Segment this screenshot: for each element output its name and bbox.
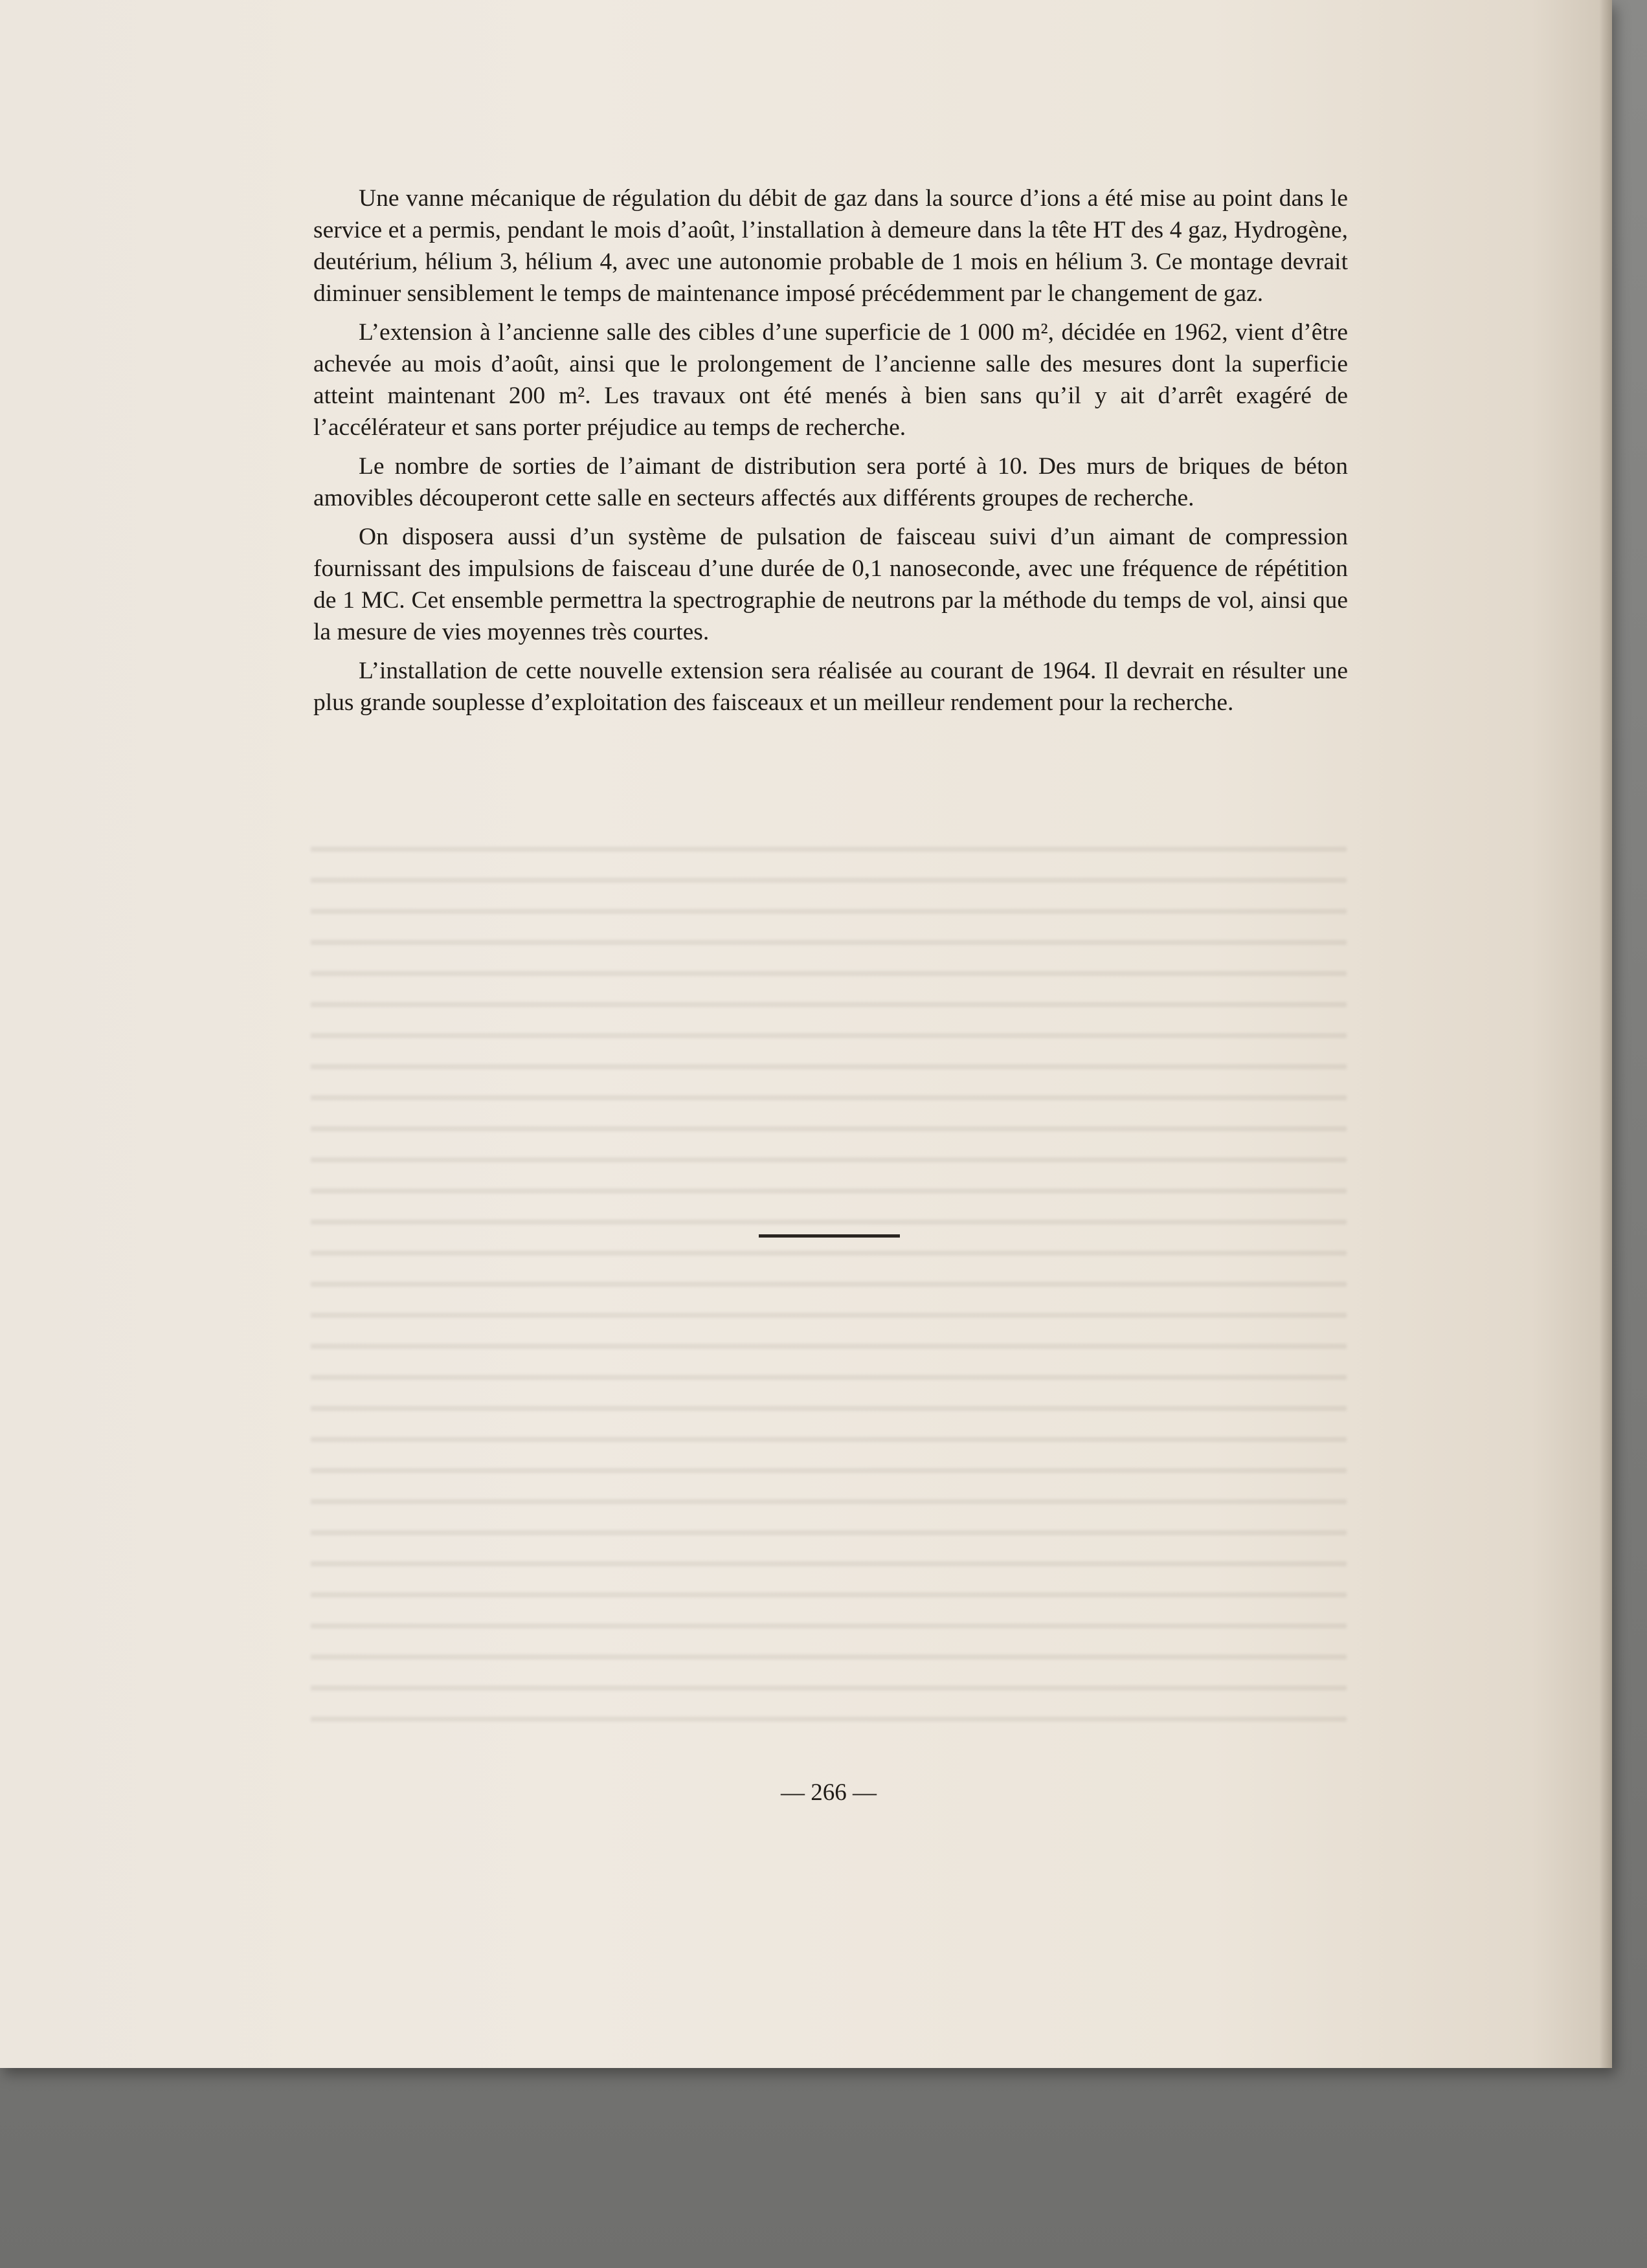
show-through-text xyxy=(311,828,1347,1748)
paragraph: L’extension à l’ancienne salle des cibles d’une superficie de 1 000 m², décidée en 1962, vient d’être achevée au mois d’août, ainsi que le prolongement de l’ancienne salle des mesures dont la superficie atteint maintenant 200 m². Les travaux ont été menés à bien sans qu’il y ait d’arrêt exagéré de l’accélérateur et sans porter préjudice au temps de recherche. xyxy=(313,319,1348,441)
paragraph: On disposera aussi d’un système de pulsation de faisceau suivi d’un aimant de compression fournissant des impulsions de faisceau d’une durée de 0,1 nanoseconde, avec une fréquence de répétition de 1 MC. Cet ensemble permettra la spectrographie de neutrons par la méthode du temps de vol, ainsi que la mesure de vies moyennes très courtes. xyxy=(313,524,1348,645)
paragraph: L’installation de cette nouvelle extension sera réalisée au courant de 1964. Il devrait en résulter une plus grande souplesse d’exploitation des faisceaux et un meilleur rendement pour la recherche. xyxy=(313,658,1348,716)
body-text xyxy=(313,183,1348,726)
page-edge-shadow xyxy=(1599,0,1612,2068)
paragraph: Une vanne mécanique de régulation du débit de gaz dans la source d’ions a été mise au point dans le service et a permis, pendant le mois d’août, l’installation à demeure dans la tête HT des 4 gaz, Hydrogène, deutérium, hélium 3, hélium 4, avec une autonomie probable de 1 mois en hélium 3. Ce montage devrait diminuer sensiblement le temps de maintenance imposé précédemment par le changement de gaz. xyxy=(313,185,1348,307)
section-divider-rule xyxy=(759,1234,900,1238)
paragraph: Le nombre de sorties de l’aimant de distribution sera porté à 10. Des murs de briques de béton amovibles découperont cette salle en secteurs affectés aux différents groupes de recherche. xyxy=(313,453,1348,511)
page-number: — 266 — xyxy=(781,1779,877,1806)
